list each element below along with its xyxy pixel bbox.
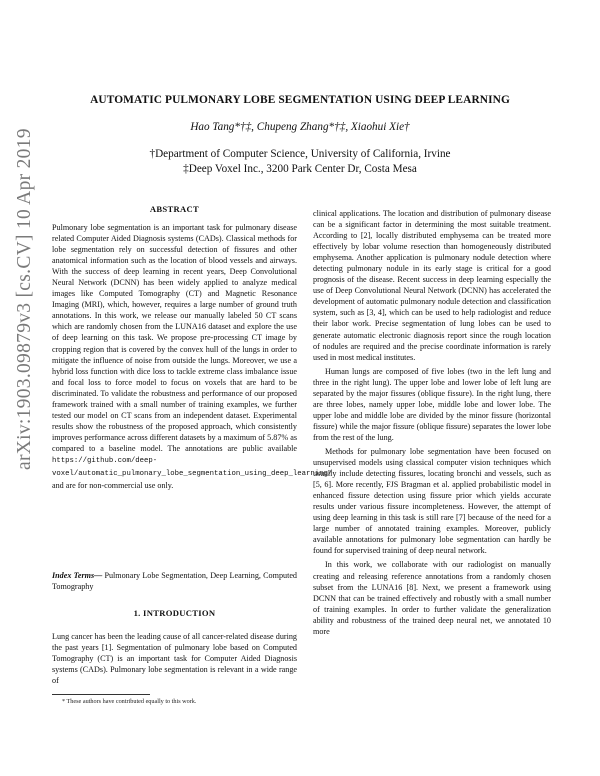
- abstract-url-link[interactable]: https://github.com/deep-voxel/automatic_pulmonary_lobe_segmentation_using_deep_learning/: [52, 456, 333, 479]
- right-paragraph: In this work, we collaborate with our radiologist on manually creating and releasing reference annotations from a randomly chosen subset from the LUNA16 [8]. Next, we present a framework using DCNN that can be trained effectively and robustly with a small number of training examples. In order to further validate the generalization ability and robustness of the trained deep neural net, we annotated 10 more: [313, 560, 551, 636]
- abstract-tail: and are for non-commercial use only.: [52, 481, 174, 491]
- abstract-body: [52, 222, 333, 491]
- index-terms-label: Index Terms—: [52, 571, 103, 580]
- footnote: * These authors have contributed equally to this work.: [62, 698, 197, 705]
- right-column: [313, 208, 551, 640]
- introduction-heading: 1. INTRODUCTION: [133, 608, 216, 618]
- arxiv-id: arXiv:1903.09879v3 [cs.CV] 10 Apr 2019: [14, 128, 35, 470]
- introduction-text: Lung cancer has been the leading cause of all cancer-related disease during the past years [1]. Segmentation of pulmonary lobe based on Computed Tomography (CT) is an important task for Computer Aided Diagnosis systems (CADs). Pulmonary lobe segmentation is relevant in a wide range of: [52, 632, 297, 686]
- abstract-heading: ABSTRACT: [149, 204, 200, 214]
- affiliation-deepvoxel: ‡Deep Voxel Inc., 3200 Park Center Dr, Costa Mesa: [183, 163, 417, 175]
- right-paragraph: Human lungs are composed of five lobes (two in the left lung and three in the right lung). The upper lobe and lower lobe of left lung are separated by the major fissures (oblique fissure). In the right lung, there are three lobes, namely upper lobe, middle lobe and lower lobe. The upper lobe and middle lobe are divided by the minor fissure (horizontal fissure) while the major fissure (oblique fissure) separates the lower lobe from the rest of the lung.: [313, 366, 551, 442]
- author-list: Hao Tang*†‡, Chupeng Zhang*†‡, Xiaohui Xie†: [190, 121, 410, 133]
- abstract-text: Pulmonary lobe segmentation is an important task for pulmonary disease related Computer Aided Diagnosis systems (CADs). Classical methods for lobe segmentation rely on successful detection of fissures and other anatomical information such as the location of blood vessels and airways. With the success of deep learning in recent years, Deep Convolutional Neural Network (DCNN) has been widely applied to analyze medical images like Computed Tomography (CT) and Magnetic Resonance Imaging (MRI), which, however, requires a large number of ground truth annotations. In this work, we release our manually labeled 50 CT scans which are randomly chosen from the LUNA16 dataset and explore the use of deep learning on this task. We propose pre-processing CT image by cropping region that is covered by the convex hull of the lungs in order to mitigate the influence of noise from outside the lungs. Moreover, we use a hybrid loss function with dice loss to tackle extreme class imbalance issue and focal loss to force model to focus on voxels that are hard to be discriminated. To validate the robustness and performance of our proposed framework trained with a small number of training examples, we further tested our model on CT scans from an independent dataset. Experimental results show the robustness of the proposed approach, which consistently improves performance across different datasets by a maximum of 5.87% as compared to a baseline model. The annotations are public available: [52, 223, 297, 453]
- affiliation-uci: †Department of Computer Science, University of California, Irvine: [149, 148, 451, 160]
- footnote-rule: [52, 694, 150, 695]
- right-paragraph: clinical applications. The location and distribution of pulmonary disease can be a significant factor in determining the most suitable treatment. According to [2], locally distributed emphysema can be treated more effectively by lobar volume resection than homogeneously distributed emphysema. Another application is pulmonary nodule detection where detecting pulmonary nodule in its early stage is critical for a good prognosis of the disease. Recent success in deep learning especially the use of Deep Convolutional Neural Network (DCNN) has accelerated the development of automatic pulmonary nodule detection and classification system, such as [3, 4], which can be used to help radiologist and reduce their labor work. Precise segmentation of lung lobes can be used to generate automatic electronic diagnosis report since the rough location of nodules are required and the precise coordinate information is rarely used in most medical institutes.: [313, 209, 551, 362]
- right-paragraph: Methods for pulmonary lobe segmentation have been focused on unsupervised models using classical computer vision techniques which usually include detecting fissures, locating bronchi and vessels, such as [5, 6]. More recently, FJS Bragman et al. applied probabilistic model in enhanced fissure detection using fissure prior which yields accurate results under various fissure incompleteness. However, the attempt of using deep learning in this task is still rare [7] because of the need for a large number of annotated training examples. Moreover, publicly available annotations for pulmonary lobe segmentation can hardly be found for supervised training of deep neural network.: [313, 446, 551, 556]
- paper-title: AUTOMATIC PULMONARY LOBE SEGMENTATION USING DEEP LEARNING: [90, 94, 510, 106]
- index-terms-text: Pulmonary Lobe Segmentation, Deep Learning, Computed Tomography: [52, 571, 297, 592]
- index-terms: [52, 570, 297, 592]
- introduction-body: [52, 631, 297, 686]
